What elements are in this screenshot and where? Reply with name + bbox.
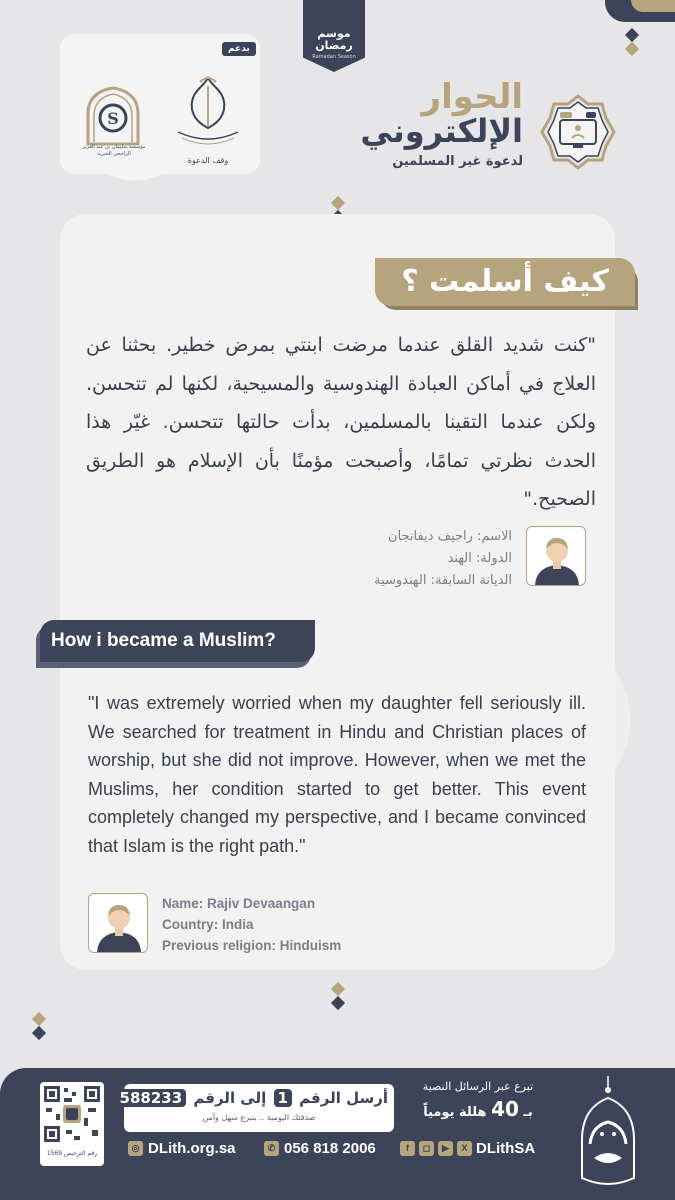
donation-line2 [400, 1097, 556, 1121]
whatsapp-icon: ✆ [264, 1141, 279, 1156]
sms-number: 1 [274, 1089, 292, 1107]
english-story-text: "I was extremely worried when my daughter fell seriously ill. We searched for treatment in Hindu and Christian places of worship, but she did not improve. However, when we met the Muslims, her condition started to get better. This event completely changed my perspective, and I became convinced that Islam is the right path." [88, 693, 586, 856]
phone-number[interactable]: 056 818 2006 [284, 1140, 376, 1157]
page-title-line2: الإلكتروني [360, 112, 523, 150]
e-dialogue-emblem-icon [540, 94, 616, 170]
person-icon [89, 894, 148, 953]
sms-instruction [119, 1089, 388, 1107]
english-person-info [162, 893, 462, 956]
english-religion: Previous religion: Hinduism [162, 938, 342, 953]
donation-suffix: هللة يومياً [423, 1105, 487, 1120]
contact-row [124, 1138, 556, 1160]
page-subtitle: لدعوة غير المسلمين [392, 154, 523, 169]
x-icon[interactable]: X [457, 1141, 472, 1156]
qr-code-icon [44, 1086, 100, 1142]
sms-subtext: صدقتك اليومية .. بتبرع سهل وآمن [202, 1113, 316, 1122]
arabic-person-info [290, 526, 512, 592]
youtube-icon[interactable]: ▶ [438, 1141, 453, 1156]
ribbon-title: موسم رمضان [315, 27, 353, 52]
person-icon [527, 527, 586, 586]
arabic-religion: الديانة السابقة: الهندوسية [374, 573, 512, 588]
sponsor-label: بدعم [222, 42, 256, 56]
arabic-country: الدولة: الهند [447, 551, 512, 566]
english-country: Country: India [162, 917, 254, 932]
english-name: Name: Rajiv Devaangan [162, 896, 316, 911]
donation-line1: تبرع عبر الرسائل النصية [422, 1080, 534, 1093]
avatar [526, 526, 586, 586]
website-link[interactable]: DLith.org.sa [148, 1140, 236, 1157]
dlith-logo [568, 1068, 648, 1194]
sms-target-number[interactable]: 588233 [116, 1089, 187, 1107]
ribbon-subtitle: Ramadan Season [312, 54, 356, 60]
avatar [88, 893, 148, 953]
sms-prefix: أرسل الرقم [299, 1089, 388, 1107]
donation-amount: 40 [491, 1097, 519, 1121]
page-title: الحوار [421, 77, 523, 117]
globe-icon: ◎ [128, 1141, 143, 1156]
arabic-name: الاسم: راجيف ديفانجان [388, 529, 512, 544]
corner-ornament-gold [631, 0, 675, 12]
donation-prefix: بـ [523, 1105, 533, 1120]
svg-text:S: S [107, 109, 119, 128]
social-handle[interactable]: DLithSA [476, 1140, 536, 1157]
english-section-tag: How i became a Muslim? [40, 620, 315, 662]
dawah-endowment-logo [172, 72, 244, 148]
sms-middle: إلى الرقم [193, 1089, 267, 1107]
arabic-section-tag: كيف أسلمت ؟ [375, 258, 635, 306]
arabic-story-text: "كنت شديد القلق عندما مرضت ابنتي بمرض خطير. بحثنا عن العلاج في أماكن العبادة الهندوسية والمسيحية، لكنها لم تتحسن. ولكن عندما التقينا بالمسلمين، بدأت حالتها تتحسن. غيّر هذا الحدث نظرتي تمامًا، وأصبحت مؤمنًا بأن الإسلام هو الطريق الصحيح." [86, 334, 596, 510]
dawah-endowment-caption: وقف الدعوة [187, 156, 229, 165]
license-number: 1569 رقم الترخيص [46, 1150, 98, 1157]
facebook-icon[interactable]: f [400, 1141, 415, 1156]
rajhi-foundation-caption: مؤسسة سليمان بن عبد العزيز الراجحي الخيرية [82, 144, 146, 157]
donation-info [400, 1080, 556, 1134]
instagram-icon[interactable]: ◻ [419, 1141, 434, 1156]
